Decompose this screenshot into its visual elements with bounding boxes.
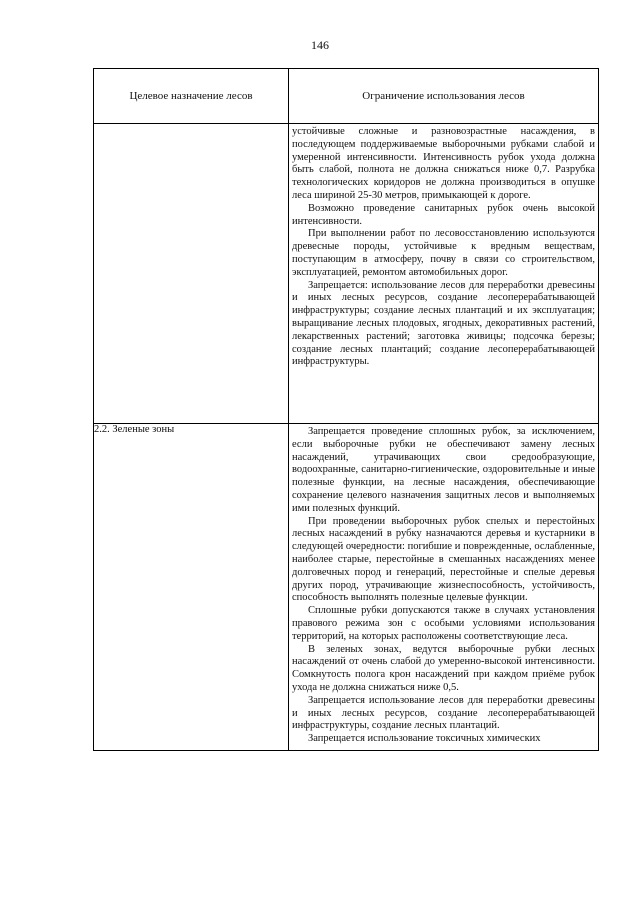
row2-paragraph-6: Запрещается использование токсичных химических (308, 733, 541, 745)
row2-restriction-cell (289, 424, 599, 751)
header-forest-purpose: Целевое назначение лесов (94, 69, 289, 124)
row2-paragraph-1: Запрещается проведение сплошных рубок, за исключением, если выборочные рубки не обеспечивают замену лесных насаждений, утрачивающих свои средообразующие, водоохранные, санитарно-гигиенические, оздоровительные и иные полезные функции, на лесные насаждения, обеспечивающие сохранение целевого назначения защитных лесов и выполняемых ими полезных функций. (292, 426, 595, 514)
row2-paragraph-5: Запрещается использование лесов для переработки древесины и иных лесных ресурсов, создание лесоперерабатывающей инфраструктуры, создание лесных плантаций. (292, 694, 595, 732)
row1-paragraph-4: Запрещается: использование лесов для переработки древесины и иных лесных ресурсов, создание лесоперерабатывающей инфраструктуры; создание лесных плантаций и их эксплуатация; выращивание лесных плодовых, ягодных, декоративных растений, лекарственных растений; заготовка живицы; подсочка березы; создание лесных плантаций; создание лесоперерабатывающей инфраструктуры. (292, 279, 595, 368)
table-row (94, 424, 599, 751)
table-row (94, 124, 599, 424)
row2-purpose-cell: 2.2. Зеленые зоны (94, 424, 289, 751)
header-usage-restriction: Ограничение использования лесов (289, 69, 599, 124)
table-header-row (94, 69, 599, 124)
row2-paragraph-2: При проведении выборочных рубок спелых и перестойных лесных насаждений в рубку назначаются деревья и кустарники в следующей очередности: погибшие и поврежденные, ослабленные, наиболее старые, перестойные в смешанных насаждениях менее долговечных пород и генераций, перестойные и спелые деревья других пород, утрачивающие жизнеспособность, устойчивость, способность выполнять полезные целевые функции. (292, 515, 595, 604)
row1-paragraph-3: При выполнении работ по лесовосстановлению используются древесные породы, устойчивые к вредным веществам, поступающим в атмосферу, почву в связи со строительством, эксплуатацией, ремонтом автомобильных дорог. (292, 228, 595, 278)
row1-restriction-cell (289, 124, 599, 424)
row2-paragraph-3: Сплошные рубки допускаются также в случаях установления правового режима зон с особыми условиями использования территорий, на которых расположены соответствующие леса. (292, 605, 595, 642)
row1-paragraph-2: Возможно проведение санитарных рубок очень высокой интенсивности. (292, 202, 595, 227)
row1-purpose-cell (94, 124, 289, 424)
row2-paragraph-4: В зеленых зонах, ведутся выборочные рубки лесных насаждений от очень слабой до умеренно-высокой интенсивности. Сомкнутость полога крон насаждений при каждом приёме рубок ухода не должна снижаться ниже 0,5. (292, 643, 595, 693)
restrictions-table (93, 68, 599, 751)
page-number: 146 (311, 38, 329, 52)
row1-paragraph-1: устойчивые сложные и разновозрастные насаждения, в последующем поддерживаемые выборочными рубками слабой и умеренной интенсивности. Интенсивность рубок ухода должна быть слабой, полнота не должна снижаться ниже 0,7. Разрубка технологических коридоров не должна производиться в опушке леса шириной 25-30 метров, примыкающей к дороге. (292, 126, 595, 201)
